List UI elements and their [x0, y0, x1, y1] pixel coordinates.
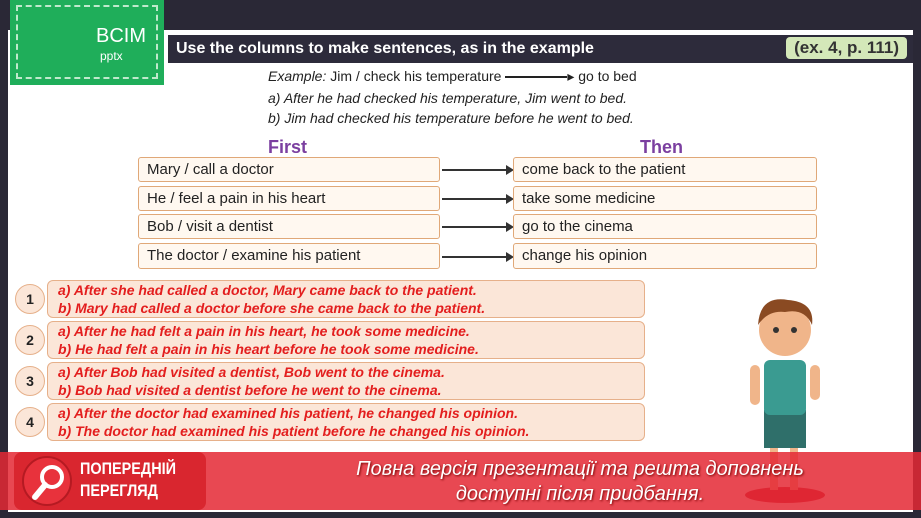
answer-box	[47, 280, 645, 318]
answer-number: 1	[15, 284, 45, 314]
then-item: go to the cinema	[513, 214, 817, 239]
preview-badge[interactable]	[14, 452, 206, 510]
logo-subtext: pptx	[100, 49, 123, 63]
first-item: He / feel a pain in his heart	[138, 186, 440, 211]
example-a: a) After he had checked his temperature, Jim went to bed.	[268, 90, 628, 106]
example-line: Example: Jim / check his temperature ▸ go to bed	[268, 68, 637, 84]
answer-box	[47, 403, 645, 441]
then-item: take some medicine	[513, 186, 817, 211]
first-item: Bob / visit a dentist	[138, 214, 440, 239]
column-first-heading: First	[268, 137, 308, 157]
answer-a: a) After he had felt a pain in his heart, he took some medicine.	[58, 323, 470, 339]
answer-b: b) Bob had visited a dentist before he went to the cinema.	[58, 382, 442, 398]
logo-text: BCIM	[96, 25, 146, 47]
exercise-reference: (ex. 4, p. 111)	[786, 37, 907, 59]
example-b: b) Jim had checked his temperature before he went to bed.	[268, 110, 634, 126]
answer-number: 2	[15, 325, 45, 355]
arrow-icon	[442, 169, 512, 171]
logo	[16, 5, 158, 79]
arrow-icon	[442, 256, 512, 258]
page-title: Use the columns to make sentences, as in the example	[176, 40, 594, 57]
then-item: change his opinion	[513, 243, 817, 269]
arrow-icon	[442, 198, 512, 200]
banner-message-2: доступні після придбання.	[455, 483, 705, 505]
magnifier-icon	[22, 456, 72, 506]
column-then-heading: Then	[640, 137, 683, 157]
answer-number: 4	[15, 407, 45, 437]
answer-a: a) After she had called a doctor, Mary came back to the patient.	[58, 282, 477, 298]
preview-label	[80, 458, 176, 502]
then-item: come back to the patient	[513, 157, 817, 182]
answer-a: a) After Bob had visited a dentist, Bob went to the cinema.	[58, 364, 445, 380]
preview-line2: ПЕРЕГЛЯД	[80, 481, 158, 500]
arrow-icon	[442, 226, 512, 228]
answer-a: a) After the doctor had examined his patient, he changed his opinion.	[58, 405, 518, 421]
example-then: go to bed	[578, 68, 637, 84]
arrow-icon	[505, 76, 567, 78]
banner-message-1: Повна версія презентації та решта доповнень	[356, 458, 804, 480]
answer-box	[47, 321, 645, 359]
title-bar	[168, 33, 913, 63]
first-item: The doctor / examine his patient	[138, 243, 440, 269]
answer-number: 3	[15, 366, 45, 396]
answer-box	[47, 362, 645, 400]
answer-b: b) He had felt a pain in his heart before he took some medicine.	[58, 341, 479, 357]
preview-line1: ПОПЕРЕДНІЙ	[80, 459, 177, 478]
first-item: Mary / call a doctor	[138, 157, 440, 182]
answer-b: b) The doctor had examined his patient before he changed his opinion.	[58, 423, 530, 439]
example-label: Example:	[268, 68, 327, 84]
example-first: Jim / check his temperature	[330, 68, 502, 84]
answer-b: b) Mary had called a doctor before she came back to the patient.	[58, 300, 486, 316]
